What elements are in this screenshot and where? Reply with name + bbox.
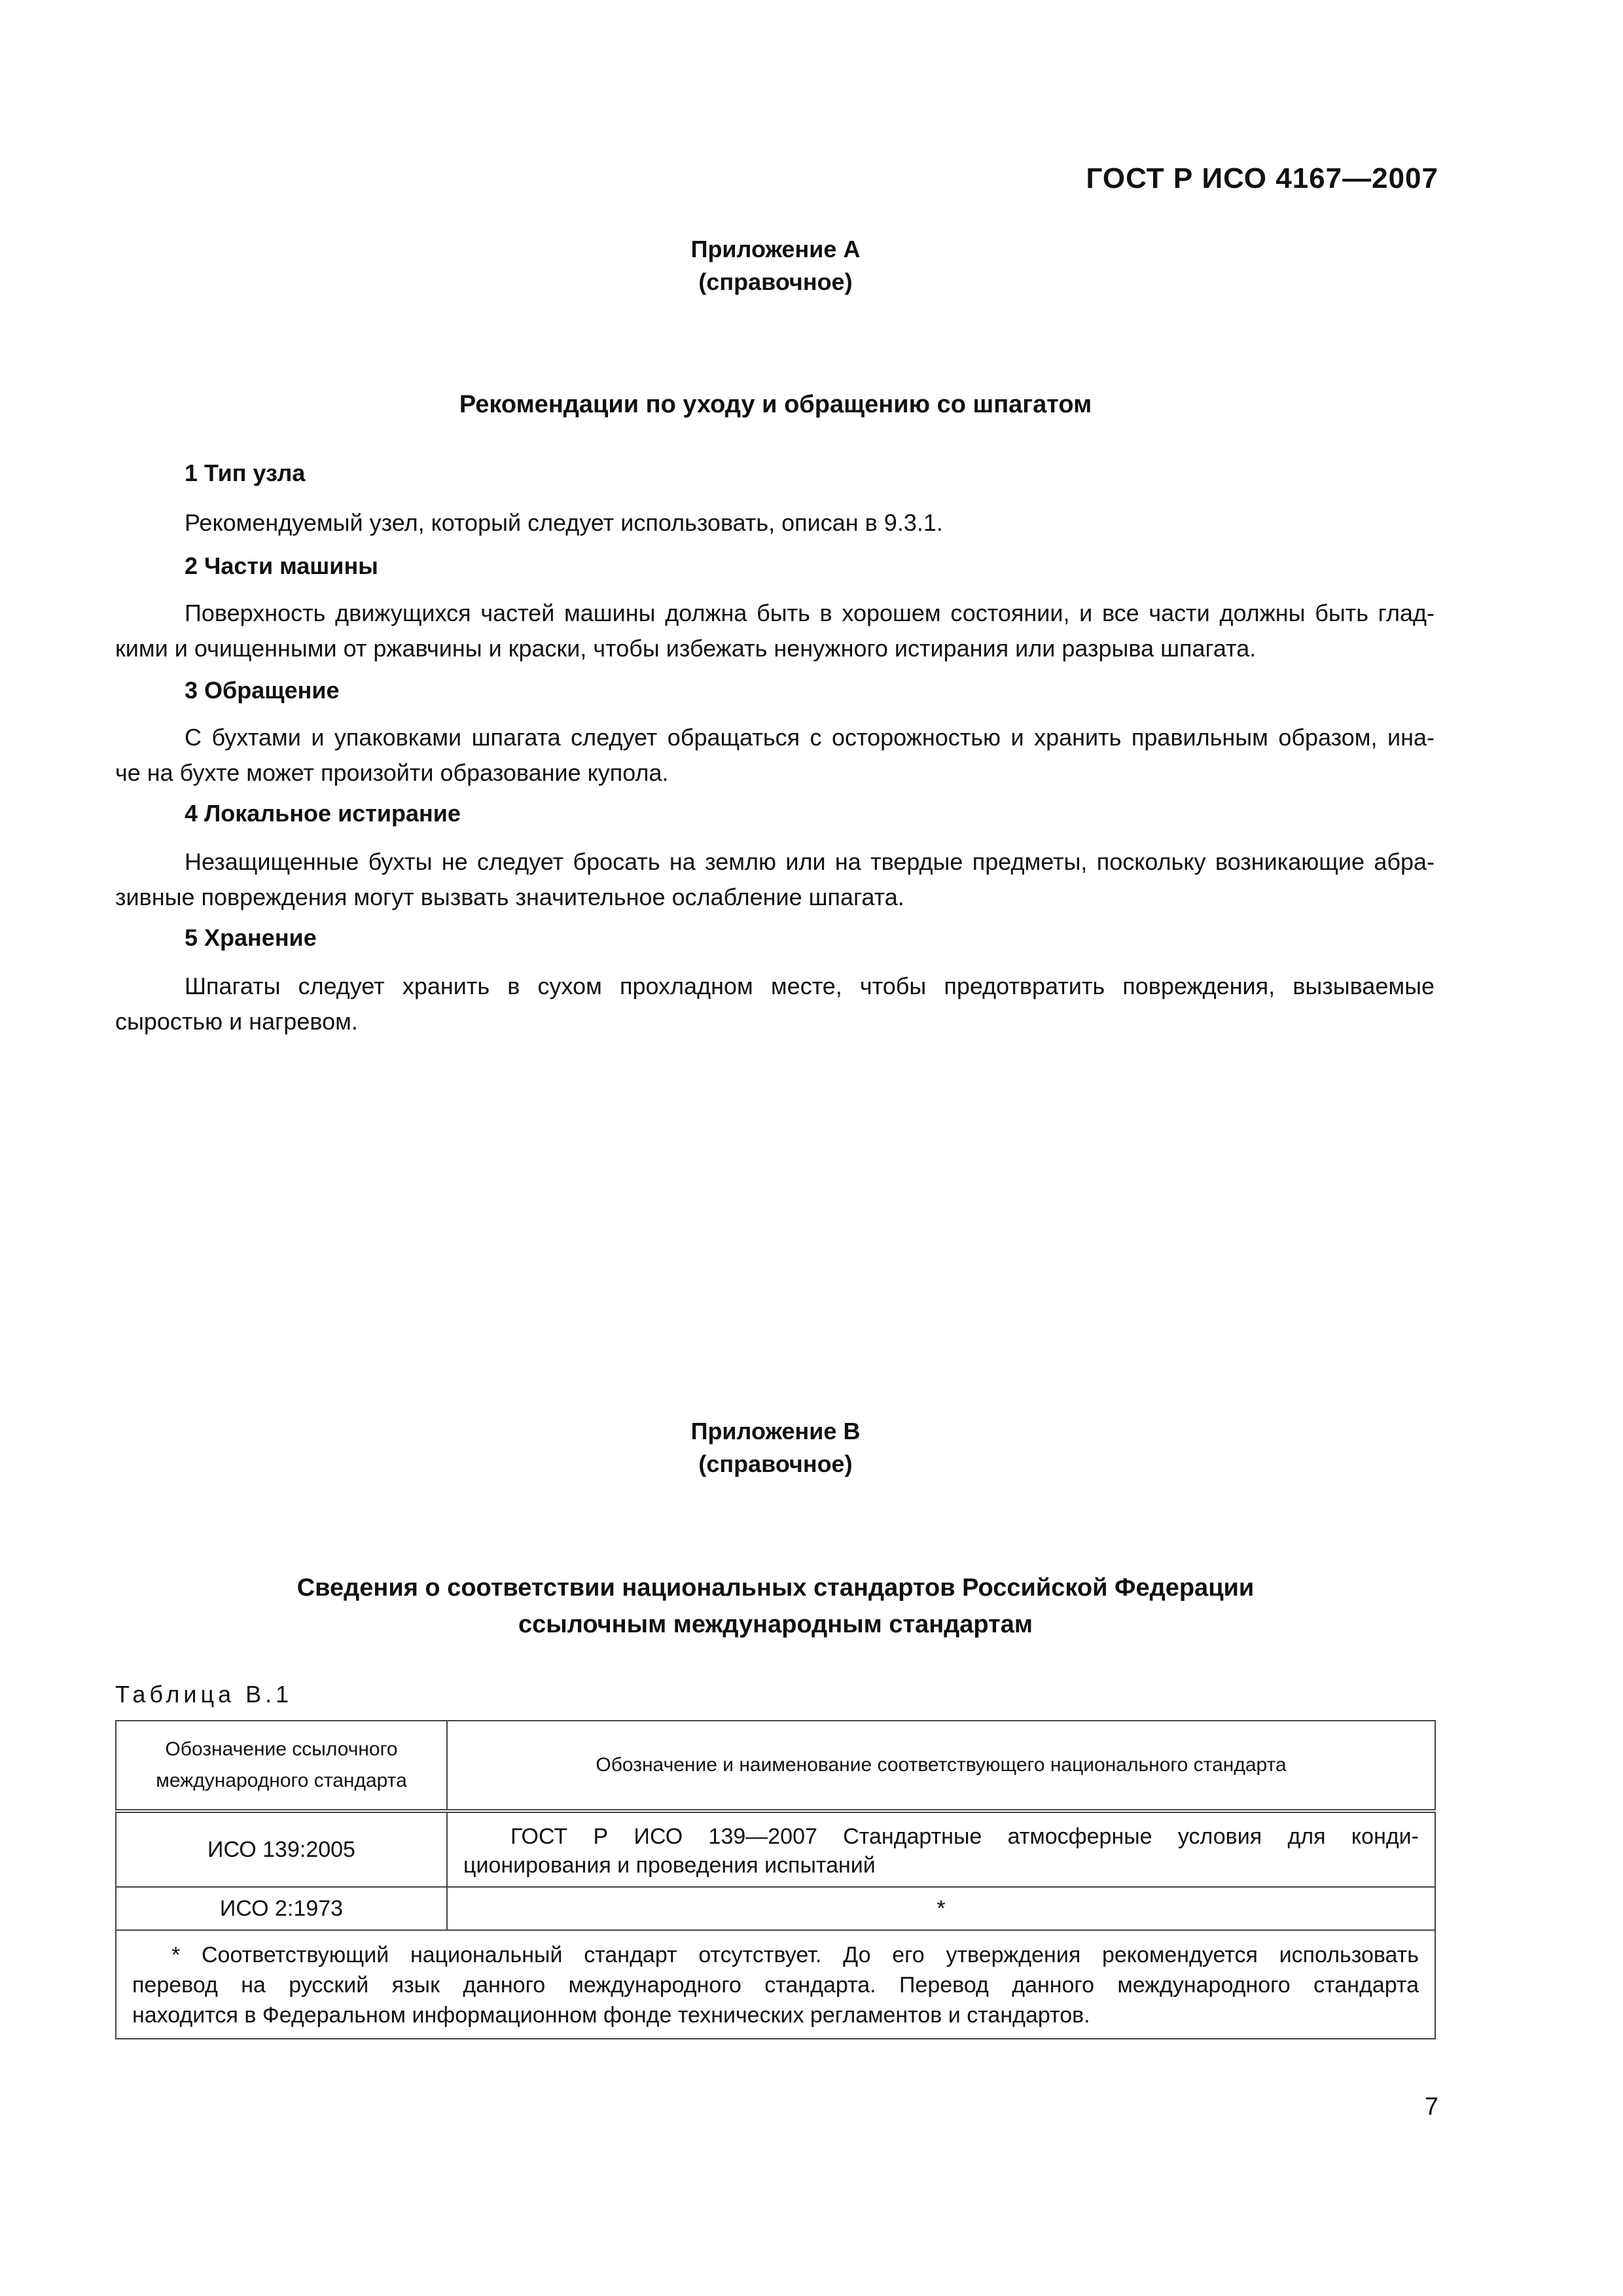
clause-5-heading: 5 Хранение — [185, 924, 317, 951]
column-header-national: Обозначение и наименование соответствующего национального стандарта — [447, 1721, 1435, 1811]
clause-2-text-line: кими и очищенными от ржавчины и краски, чтобы избежать ненужного истирания или разрыва шпагата. — [115, 635, 1257, 662]
clause-4-heading: 4 Локальное истирание — [185, 800, 461, 827]
clause-3-text-line: че на бухте может произойти образование купола. — [115, 759, 669, 786]
clause-3-heading: 3 Обращение — [185, 677, 340, 704]
clause-2-text-line: Поверхность движущихся частей машины должна быть в хорошем состоянии, и все части должны быть глад- — [185, 600, 1435, 626]
annex-a-heading: Рекомендации по уходу и обращению со шпагатом — [459, 391, 1092, 418]
footnote-line: * Соответствующий национальный стандарт отсутствует. До его утверждения рекомендуется использовать — [171, 1943, 1419, 1967]
reference-standard-cell: ИСО 139:2005 — [116, 1811, 447, 1887]
clause-1-text: Рекомендуемый узел, который следует использовать, описан в 9.3.1. — [185, 509, 943, 536]
clause-1-heading: 1 Тип узла — [185, 459, 306, 486]
table-caption: Таблица В.1 — [115, 1681, 293, 1708]
table-footnote — [116, 1930, 1435, 2039]
annex-b-status: (справочное) — [698, 1450, 853, 1477]
footnote-line: находится в Федеральном информационном фонде технических регламентов и стандартов. — [132, 2003, 1090, 2028]
annex-a-status: (справочное) — [698, 268, 853, 295]
national-standard-line: ционирования и проведения испытаний — [463, 1853, 876, 1878]
footnote-line: перевод на русский язык данного международного стандарта. Перевод данного международного стандарта — [132, 1973, 1419, 1998]
column-header-line: Обозначение ссылочного — [165, 1738, 398, 1760]
correspondence-table — [115, 1720, 1436, 2039]
annex-b-title: Приложение В — [690, 1418, 861, 1444]
table-header-row — [116, 1721, 1435, 1811]
table-row — [116, 1887, 1435, 1930]
clause-4-text-line: зивные повреждения могут вызвать значительное ослабление шпагата. — [115, 884, 904, 910]
column-header-line: международного стандарта — [156, 1770, 407, 1791]
page-number: 7 — [1424, 2093, 1438, 2121]
annex-b-heading-line: Сведения о соответствии национальных стандартов Российской Федерации — [296, 1574, 1255, 1602]
clause-2-heading: 2 Части машины — [185, 552, 378, 579]
annex-b-heading-line: ссылочным международным стандартам — [518, 1611, 1033, 1638]
reference-standard-cell: ИСО 2:1973 — [116, 1887, 447, 1930]
clause-5-text-line: сыростью и нагревом. — [115, 1008, 358, 1035]
national-standard-line: ГОСТ Р ИСО 139—2007 Стандартные атмосферные условия для конди- — [510, 1824, 1419, 1849]
table-footnote-row — [116, 1930, 1435, 2039]
table-row — [116, 1811, 1435, 1887]
annex-a-title: Приложение А — [690, 236, 861, 262]
clause-3-text-line: С бухтами и упаковками шпагата следует обращаться с осторожностью и хранить правильным образом, ина- — [185, 724, 1435, 751]
clause-4-text-line: Незащищенные бухты не следует бросать на землю или на твердые предметы, поскольку возникающие абра- — [185, 848, 1435, 875]
clause-5-text-line: Шпагаты следует хранить в сухом прохладном месте, чтобы предотвратить повреждения, вызываемые — [185, 973, 1435, 999]
national-standard-cell: * — [447, 1887, 1435, 1930]
national-standard-cell — [447, 1811, 1435, 1887]
column-header-reference — [116, 1721, 447, 1811]
document-code-header: ГОСТ Р ИСО 4167—2007 — [1086, 162, 1438, 194]
